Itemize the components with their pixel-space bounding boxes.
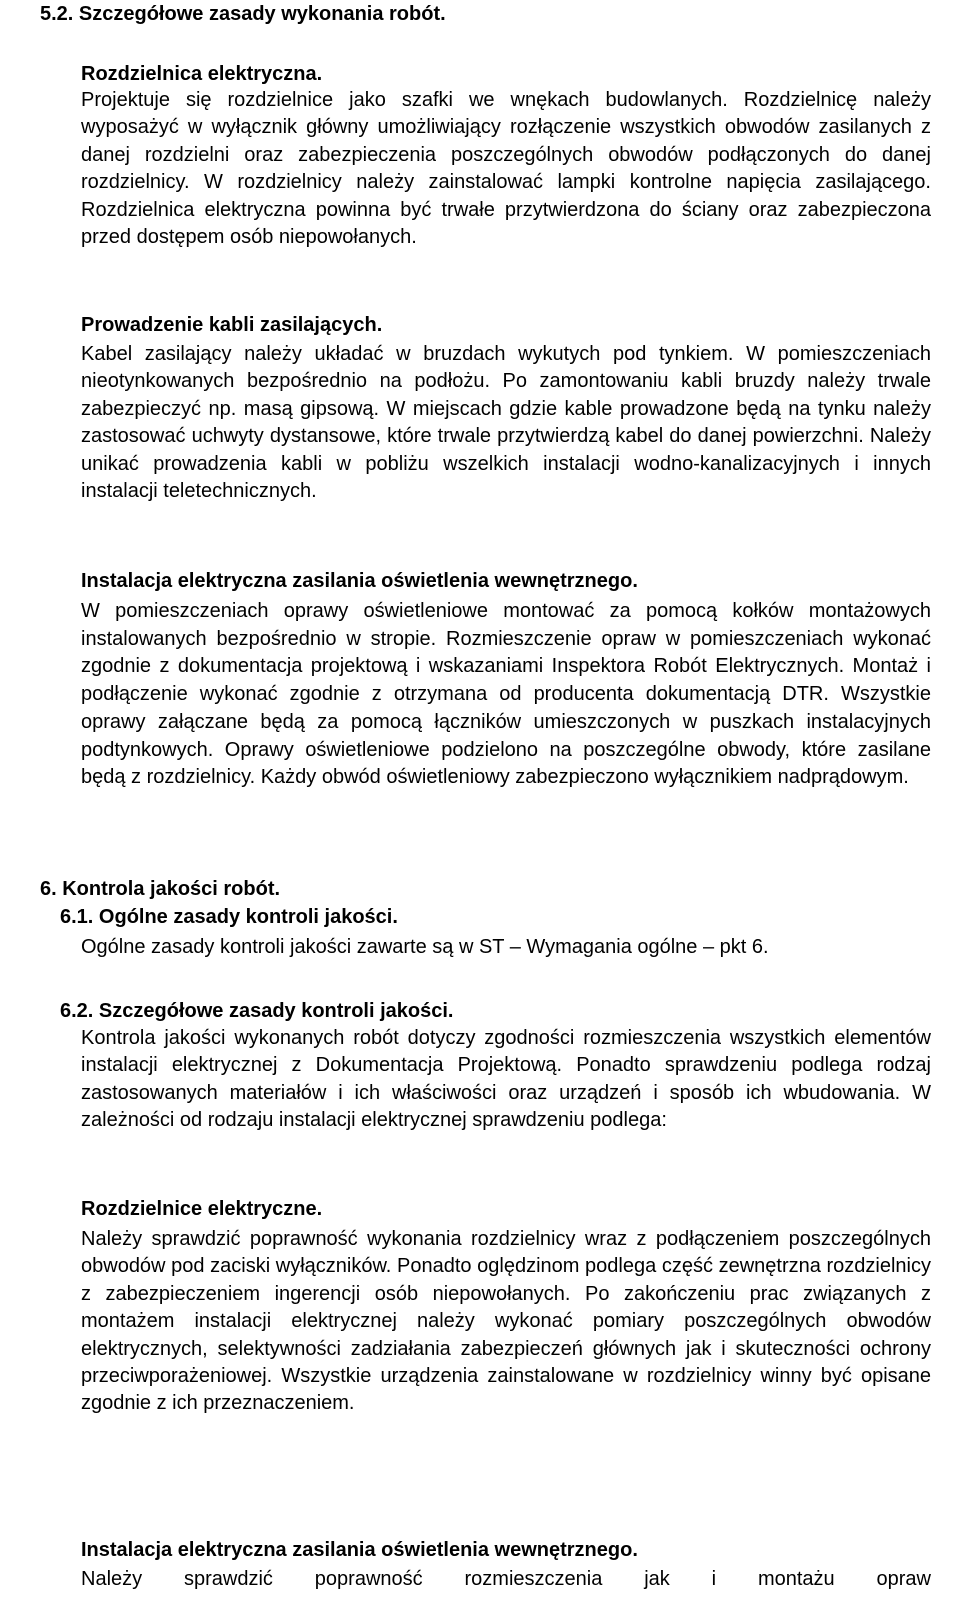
oswietlenie-2-paragraph: Należy sprawdzić poprawność rozmieszczenia jak i montażu opraw <box>81 1568 931 1590</box>
section-6-1-heading: 6.1. Ogólne zasady kontroli jakości. <box>60 906 398 928</box>
section-6-1-paragraph: Ogólne zasady kontroli jakości zawarte są w ST – Wymagania ogólne – pkt 6. <box>81 936 769 958</box>
section-6-heading: 6. Kontrola jakości robót. <box>40 878 281 900</box>
section-6-2-heading: 6.2. Szczegółowe zasady kontroli jakości. <box>60 1000 454 1022</box>
rozdzielnice-heading: Rozdzielnice elektryczne. <box>81 1198 323 1220</box>
section-5-2-heading: 5.2. Szczegółowe zasady wykonania robót. <box>40 3 446 25</box>
rozdzielnice-paragraph: Należy sprawdzić poprawność wykonania rozdzielnicy wraz z podłączeniem poszczególnych obwodów pod zaciski wyłączników. Ponadto oględzinom podlega część zewnętrzna rozdzielnicy z zabezpieczeniem ingerencji osób niepowołanych. Po zakończeniu prac związanych z montażem instalacji elektrycznej należy wykonać pomiary poszczególnych obwodów elektrycznych, selektywności zadziałania zabezpieczeń głównych jak i skuteczności ochrony przeciwporażeniowej. Wszystkie urządzenia zainstalowane w rozdzielnicy winny być opisane zgodnie z ich przeznaczeniem. <box>81 1228 931 1415</box>
oswietlenie-paragraph: W pomieszczeniach oprawy oświetleniowe montować za pomocą kołków montażowych instalowanych bezpośrednio w stropie. Rozmieszczenie opraw w pomieszczeniach wykonać zgodnie z dokumentacja projektową i wskazaniami Inspektora Robót Elektrycznych. Montaż i podłączenie wykonać zgodnie z otrzymana od producenta dokumentacją DTR. Wszystkie oprawy załączane będą za pomocą łączników umieszczonych w puszkach instalacyjnych podtynkowych. Oprawy oświetleniowe podzielono na poszczególne obwody, które zasilane będą z rozdzielnicy. Każdy obwód oświetleniowy zabezpieczono wyłącznikiem nadprądowym. <box>81 600 931 789</box>
oswietlenie-2-heading: Instalacja elektryczna zasilania oświetlenia wewnętrznego. <box>81 1539 638 1561</box>
oswietlenie-heading: Instalacja elektryczna zasilania oświetlenia wewnętrznego. <box>81 570 638 592</box>
section-6-2-paragraph: Kontrola jakości wykonanych robót dotyczy zgodności rozmieszczenia wszystkich elementów instalacji elektrycznej z Dokumentacja Projektową. Ponadto sprawdzeniu podlega rodzaj zastosowanych materiałów i ich właściwości oraz urządzeń i sposób ich wbudowania. W zależności od rodzaju instalacji elektrycznej sprawdzeniu podlega: <box>81 1027 931 1132</box>
rozdzielnica-heading: Rozdzielnica elektryczna. <box>81 63 323 85</box>
rozdzielnica-paragraph: Projektuje się rozdzielnice jako szafki we wnękach budowlanych. Rozdzielnicę należy wyposażyć w wyłącznik główny umożliwiający rozłączenie wszystkich obwodów zasilanych z danej rozdzielni oraz zabezpieczenia poszczególnych obwodów podłączonych do danej rozdzielnicy. W rozdzielnicy należy zainstalować lampki kontrolne napięcia zasilającego. Rozdzielnica elektryczna powinna być trwałe przytwierdzona do ściany oraz zabezpieczona przed dostępem osób niepowołanych. <box>81 89 931 249</box>
kable-heading: Prowadzenie kabli zasilających. <box>81 314 383 336</box>
kable-paragraph: Kabel zasilający należy układać w bruzdach wykutych pod tynkiem. W pomieszczeniach nieotynkowanych bezpośrednio na podłożu. Po zamontowaniu kabli bruzdy należy trwale zabezpieczyć np. masą gipsową. W miejscach gdzie kable prowadzone będą na tynku należy zastosować uchwyty dystansowe, które trwale przytwierdzą kabel do danej powierzchni. Należy unikać prowadzenia kabli w pobliżu wszelkich instalacji wodno-kanalizacyjnych i innych instalacji teletechnicznych. <box>81 343 931 503</box>
